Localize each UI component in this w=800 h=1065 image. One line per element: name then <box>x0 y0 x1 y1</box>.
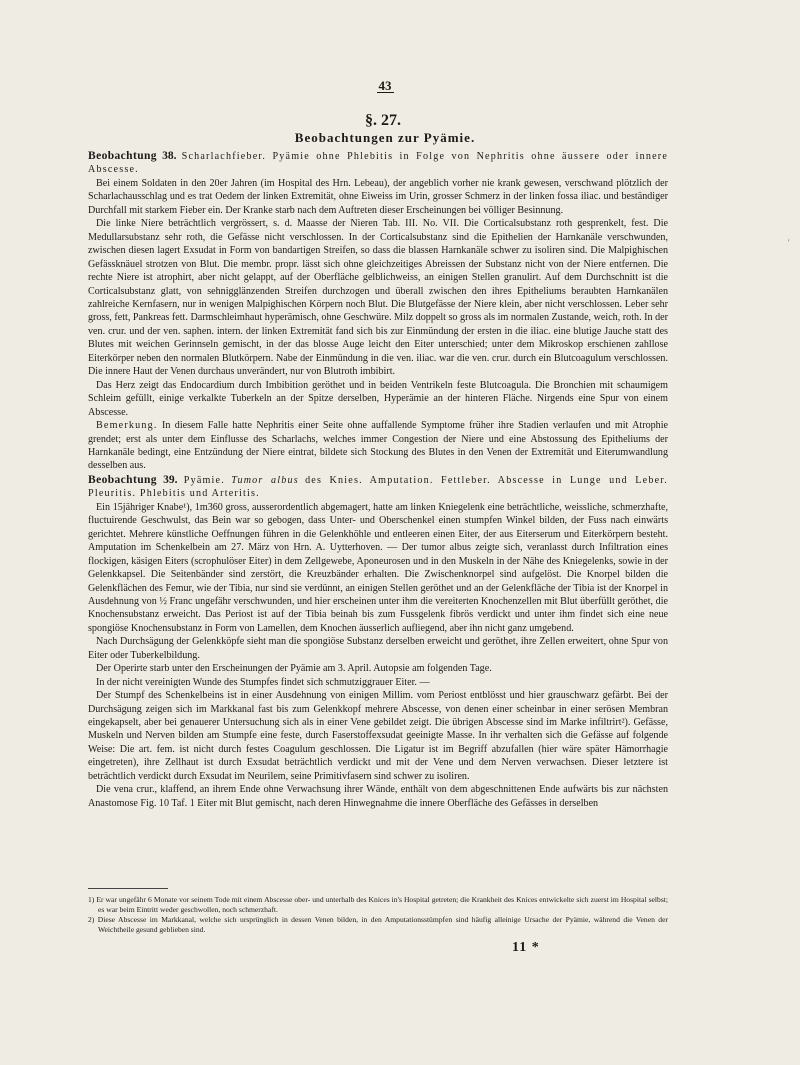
footnotes <box>88 895 668 935</box>
observation-39-paragraph: Ein 15jähriger Knabe¹), 1m360 gross, ausserordentlich abgemagert, hatte am linken Kniegelenk eine beträchtliche, weissliche, schmerzhafte, fluctuirende Geschwulst, das Bein war so gebogen, dass Unter- und Oberschenkel einen stumpfen Winkel bilden, der Fuss nach einwärts gerichtet. Mehrere künstliche Oeffnungen führen in die Gelenkhöhle und entleeren einen Eiter, der aus Eiterserum und Eiterkörpern besteht. Amputation im Schenkelbein am 27. März von Hrn. A. Uytterhoven. — Der tumor albus zeigte sich, veranlasst durch Infiltration eines flockigen, käsigen Eiters (scrophulöser Eiter) in dem Zellgewebe, Aponeurosen und in den Muskeln in der Nähe des Kniegelenks, sowie in der Gelenkkapsel. Die Seitenbänder sind zerstört, die Kreuzbänder erhalten. Die Zwischenknorpel sind aufgelöst. Die Knorpel bilden die Gelenkflächen des Femur, wie der Tibia, nur sind sie verdünnt, an einigen Stellen geröthet und an der Gelenkfläche der Tibia ist der Knorpel in Ausdehnung von ½ Franc ungefähr verschwunden, und hier erscheinen unter ihm die vereiterten Knochenzellen mit Blut überfüllt geröthet, die Knochensubstanz erweicht. Das Periost ist auf der Tibia beinah bis zum Fussgelenk fibrös verdickt und unter ihm findet sich eine neue spongiöse Knochensubstanz in Form von Lamellen, dem Knochen äusserlich aufliegend, aber ihn nicht ganz umgebend. <box>88 501 668 634</box>
observation-38-paragraph: Die linke Niere beträchtlich vergrössert, s. d. Maasse der Nieren Tab. III. No. VII. Die Corticalsubstanz roth gesprenkelt, fest. Die Medullarsubstanz sehr roth, die Gefässe nicht verschlossen. In der Corticalsubstanz sind die Epithelien der Harnkanäle verschwunden, zwischen diesen lagert Exsudat in Form von bandartigen Streifen, so dass die blassen Harnkanäle schwer zu isoliren sind. Die Malpighischen Gefässknäuel strotzen von Blut. Die membr. propr. lässt sich ohne gleichzeitiges Abreissen der Substanz nicht von der Niere entfernen. Die rechte Niere ist atrophirt, aber nicht gelappt, auf der Oberfläche gelblichweiss, an einigen Stellen granulirt. Auf dem Durchschnitt ist die Corticalsubstanz glatt, von sehnigglänzenden Streifen durchzogen und überall zwischen den ihres Epitheliums beraubten Harnkanälen zahlreiche Kernfasern, nur in wenigen Malpighischen Körpern noch Blut. Die Blutgefässe der Niere klein, aber nicht verschlossen. Leber sehr gross, fett, Pankreas fett. Darmschleimhaut hyperämisch, ohne Geschwüre. Milz doppelt so gross als im normalen Zustande, weich, roth. In der ven. crur. und der ven. saphen. intern. der linken Extremität fand sich bis zur Einmündung der ersten in die iliac. eine blutige Jauche statt des Blutes mit weichen Gerinnseln gemischt, in der das blosse Auge leicht den Eiter unterschied; unter dem Mikroskop erschienen zahllose Eiterkörper neben den normalen Blutkörpern. Nabe der Einmündung in die ven. iliac. war die ven. crur. durch ein Blutcoagulum verschlossen. Die innere Haut der Venen durchaus unverändert, nur von Blutroth imbibirt. <box>88 218 668 378</box>
body-text <box>88 150 668 810</box>
main-text-column <box>88 78 668 810</box>
section-title: Beobachtungen zur Pyämie. <box>294 130 476 145</box>
observation-39-heading: Beobachtung 39. Pyämie. Tumor albus des Knies. Amputation. Fettleber. Abscesse in Lunge und Leber. Pleuritis. Phlebitis und Arteritis. <box>88 473 668 500</box>
observation-39-paragraph: Der Operirte starb unter den Erscheinungen der Pyämie am 3. April. Autopsie am folgenden Tage. <box>96 663 492 675</box>
footnotes-section <box>88 872 668 935</box>
page-number: 43 <box>378 78 392 93</box>
footnote: 2) Diese Abscesse im Markkanal, welche sich ursprünglich in dessen Venen bilden, in den Amputationsstümpfen sind häufig alleinige Ursache der Pyämie, während die Venen der Weichtheile gesund geblieben sind. <box>88 915 668 934</box>
observation-38-paragraph: Das Herz zeigt das Endocardium durch Imbibition geröthet und in beiden Ventrikeln feste Blutcoagula. Die Bronchien mit schaumigem Schleim gefüllt, einige verkalkte Tuberkeln an der Spitze derselben, Hyperämie an der hinteren Fläche. Nirgends eine Spur von einem Abscesse. <box>88 379 668 418</box>
observation-39-paragraph: In der nicht vereinigten Wunde des Stumpfes findet sich schmutziggrauer Eiter. — <box>96 676 430 688</box>
observation-39-paragraph: Der Stumpf des Schenkelbeins ist in einer Ausdehnung von einigen Millim. vom Periost entblösst und hier grauschwarz gefärbt. Bei der Durchsägung zeigen sich im Markkanal fast bis zum Gelenkkopf mehrere Abscesse, von denen einer scheinbar in einer serösen Membran eingekapselt, aber bei genauerer Untersuchung sich als in einer Vene gebildet zeigt. Die übrigen Abscesse sind im Marke infiltrirt²). Gefässe, Muskeln und Nerven bilden am Stumpfe eine feste, durch Faserstoffexsudat geeinigte Masse. In ihr verhalten sich die Gefässe auf folgende Weise: Die art. fem. ist nicht durch festes Coagulum geschlossen. Die Ligatur ist im Begriff abzufallen (hier wäre später Hämorrhagie eingetreten), ihre Zellhaut ist durch Exsudat beträchtlich verdickt und mit der Vene und dem Nerven verwachsen. Dieser letztere ist beträchtlich verdickt durch Exsudat im Neurilem, seine Primitivfasern sind schwer zu isoliren. <box>88 690 668 782</box>
margin-mark: ' <box>788 238 790 247</box>
observation-38-remark: Bemerkung. In diesem Falle hatte Nephritis einer Seite ohne auffallende Symptome früher ihre Stadien verlaufen und mit Atrophie grendet; erst als unter dem Einflusse des Scharlachs, welches immer Congestion der Niere und eine Abstossung des Epitheliums der Harnkanäle bedingt, eine Entzündung der Niere eintrat, bildete sich Stockung des Blutes in den Venen der Extremität und Eiterumwandlung desselben aus. <box>88 420 669 472</box>
footnote: 1) Er war ungefähr 6 Monate vor seinem Tode mit einem Abscesse ober- und unterhalb des Knices in's Hospital getreten; die Krankheit des Knices entwickelte sich zuerst im Hospital selbst; es war beim Eintritt weder geschwollen, noch schmerzhaft. <box>88 895 668 914</box>
printer-signature: 11 * <box>512 940 540 955</box>
observation-39-paragraph: Die vena crur., klaffend, an ihrem Ende ohne Verwachsung ihrer Wände, enthält von dem abgeschnittenen Ende aufwärts bis zur nächsten Anastomose Fig. 10 Taf. 1 Eiter mit Blut gemischt, nach deren Hinwegnahme die innere Oberfläche des Gefässes in derselben <box>88 784 668 809</box>
observation-39-paragraph: Nach Durchsägung der Gelenkköpfe sieht man die spongiöse Substanz derselben erweicht und geröthet, ihre Zellen erweitert, ohne Spur von Eiter oder Tuberkelbildung. <box>88 636 668 661</box>
paragraph-mark: §. 27. <box>365 112 401 129</box>
footnote-divider <box>88 888 168 889</box>
observation-38-paragraph: Bei einem Soldaten in den 20er Jahren (im Hospital des Hrn. Lebeau), der angeblich vorher nie krank gewesen, verschwand plötzlich der Scharlachausschlag und es trat Oedem der linken Extremität, ohne Eiweiss im Urin, grosser Schmerz in der linken fossa iliac. und beständiger Durchfall mit starkem Fieber ein. Der Kranke starb nach dem Auftreten dieser Erscheinungen bei völliger Besinnung. <box>88 177 668 216</box>
observation-38-heading: Beobachtung 38. Scharlachfieber. Pyämie ohne Phlebitis in Folge von Nephritis ohne äussere oder innere Abscesse. <box>88 150 668 176</box>
